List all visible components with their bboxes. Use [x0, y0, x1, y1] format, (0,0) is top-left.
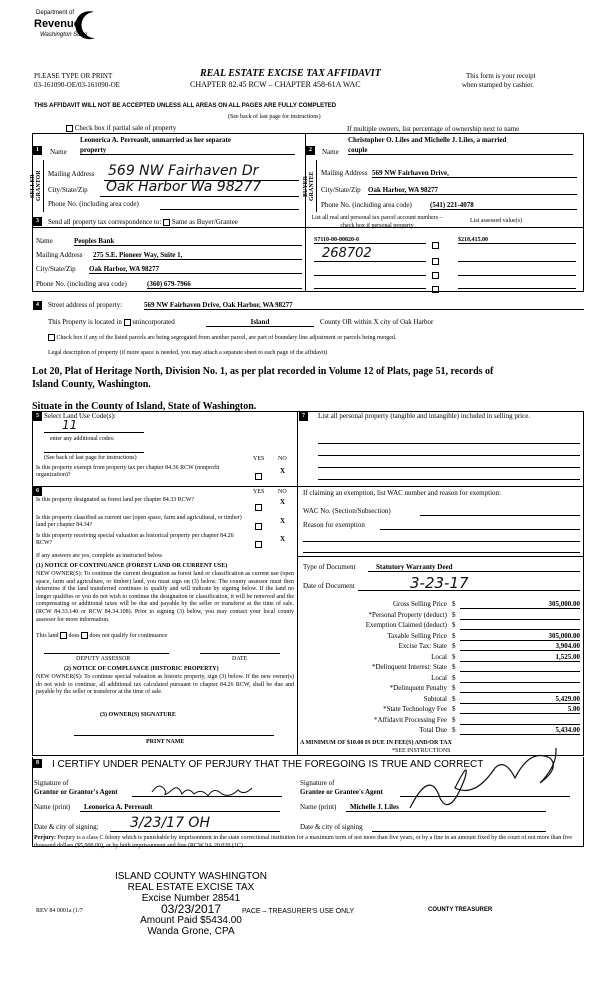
- segregated-checkbox[interactable]: [48, 334, 55, 341]
- totals-row: [300, 695, 584, 705]
- dollar-sign: $: [452, 621, 456, 629]
- totals-value[interactable]: [460, 684, 580, 693]
- seller-side-label: SELLER GRANTOR: [30, 170, 42, 202]
- section-7-number: 7: [299, 412, 308, 421]
- stamp-line-4: 03/23/2017: [160, 902, 222, 916]
- totals-value[interactable]: [460, 621, 580, 630]
- forest-yes-checkbox[interactable]: [255, 498, 262, 516]
- totals-row: [300, 632, 584, 642]
- totals-value[interactable]: [460, 611, 580, 620]
- same-as-buyer-checkbox[interactable]: [163, 219, 170, 226]
- grantor-signature-icon: [150, 780, 260, 798]
- segregated-label: Check box if any of the listed parcels are being segregated from another parcel, are part of boundary line adjustment or parcels being merged.: [56, 334, 397, 341]
- totals-label: Excise Tax: State: [398, 642, 447, 650]
- totals-row: [300, 642, 584, 652]
- multiple-owners-note: If multiple owners, list percentage of ownership next to name: [347, 125, 520, 133]
- s3-mailing-value[interactable]: 275 S.E. Pioneer Way, Suite 1,: [93, 251, 302, 260]
- buyer-city-label: City/State/Zip: [321, 186, 361, 194]
- stamp-line-1: ISLAND COUNTY WASHINGTON: [114, 871, 268, 882]
- partial-sale-checkbox[interactable]: [66, 125, 73, 132]
- assessed-1[interactable]: $218,415.00: [458, 237, 576, 244]
- grantee-name-value[interactable]: Michelle J. Liles: [346, 803, 546, 812]
- current-use-yes-checkbox[interactable]: [255, 517, 262, 535]
- totals-row: [300, 611, 584, 621]
- buyer-name-line2: couple: [348, 146, 573, 155]
- seller-mailing-value[interactable]: 569 NW Fairhaven Dr: [108, 163, 259, 179]
- totals-row: [300, 663, 584, 673]
- rev-code: REV 84 0001a (1/7: [36, 908, 83, 914]
- reason-label: Reason for exemption: [303, 521, 365, 529]
- treasurer-stamp: [96, 871, 286, 937]
- s3-phone-label: Phone No. (including area code): [36, 280, 127, 288]
- dollar-sign: $: [452, 642, 456, 650]
- form-title: REAL ESTATE EXCISE TAX AFFIDAVIT: [200, 68, 381, 79]
- does-not-checkbox[interactable]: [81, 632, 88, 639]
- totals-value[interactable]: 5,429.00: [460, 695, 580, 704]
- stamp-line-2: REAL ESTATE EXCISE TAX: [127, 882, 255, 893]
- legal-line-3: Situate in the County of Island, State of Washington.: [32, 401, 257, 412]
- unincorporated-label: unincorporated: [132, 318, 175, 326]
- grantor-date-value[interactable]: 3/23/17 OH: [130, 815, 210, 831]
- buyer-phone-label: Phone No. (including area code): [321, 201, 412, 209]
- perjury-text: Perjury is a class C felony which is punishable by imprisonment in the state correctional institution for a maximum term of not more than five years, or by a fine in an amount fixed by the court of not more than five thousand dollars ($5,000.00), or by both imprisonment and fine (RCW 9A.20.020 (1C).: [34, 835, 573, 849]
- seller-name-line2: property: [80, 146, 295, 155]
- county-treasurer: COUNTY TREASURER: [428, 907, 493, 913]
- totals-value[interactable]: 305,000.00: [460, 600, 580, 609]
- grantee-name-label: Name (print): [300, 803, 337, 811]
- parcel-header: List all real and personal tax parcel account numbers – check box if personal property: [311, 215, 443, 229]
- parcel-2[interactable]: 268702: [322, 246, 372, 261]
- this-land: [36, 632, 167, 639]
- dollar-sign: $: [452, 726, 456, 734]
- legal-line-1: Lot 20, Plat of Heritage North, Division No. 1, as per plat recorded in Volume 12 of Plats, page 51, records of: [32, 366, 494, 377]
- totals-row: [300, 726, 584, 736]
- buyer-mailing-label: Mailing Address: [321, 169, 368, 177]
- totals-row: [300, 621, 584, 631]
- totals-value[interactable]: 5,434.00: [460, 726, 580, 735]
- doc-date-value[interactable]: 3-23-17: [410, 574, 469, 592]
- totals-label: *Personal Property (deduct): [368, 610, 447, 619]
- historic-no-mark[interactable]: X: [280, 535, 286, 543]
- totals-value[interactable]: [460, 674, 580, 683]
- totals-label: Taxable Selling Price: [387, 631, 447, 640]
- doc-type-value[interactable]: Statutory Warranty Deed: [368, 563, 580, 572]
- section-3-number: 3: [33, 217, 42, 226]
- buyer-mailing-value[interactable]: 569 NW Fairhaven Drive,: [372, 169, 577, 178]
- if-yes-note: If any answers are yes, complete as instructed below.: [36, 553, 164, 559]
- totals-label: *State Technology Fee: [383, 705, 447, 713]
- historic-yes-checkbox[interactable]: [255, 535, 262, 553]
- grantor-name-label: Name (print): [34, 803, 71, 811]
- doc-date-label: Date of Document: [303, 582, 355, 590]
- send-label: Send all property tax correspondence to:: [48, 218, 162, 226]
- land-use-label: Select Land Use Code(s):: [44, 412, 116, 420]
- totals-label: Subtotal: [423, 694, 447, 703]
- seller-name-label: Name: [50, 148, 67, 156]
- forest-question: Is this property designated as forest land per chapter 84.33 RCW?: [36, 497, 195, 503]
- dollar-sign: $: [452, 673, 456, 682]
- grantee-sig-label-2: Grantee or Grantee's Agent: [300, 788, 383, 796]
- current-use-question: Is this property classified as current use (open space, farm and agricultural, or timber) land per chapter 84.34?: [36, 515, 242, 528]
- forest-no-mark[interactable]: X: [280, 498, 286, 506]
- certify-statement: I CERTIFY UNDER PENALTY OF PERJURY THAT THE FOREGOING IS TRUE AND CORRECT: [52, 759, 484, 770]
- grantor-sig-label-1: Signature of: [34, 779, 69, 787]
- s3-phone-value[interactable]: (360) 679-7966: [147, 280, 302, 289]
- seller-city-label: City/State/Zip: [48, 186, 88, 194]
- totals-row: [300, 674, 584, 684]
- totals-value[interactable]: 1,525.00: [460, 653, 580, 662]
- totals-row: [300, 705, 584, 715]
- dollar-sign: $: [452, 631, 456, 640]
- same-as-label: Same as Buyer/Grantee: [171, 218, 238, 226]
- totals-label: *Delinquent Interest: State: [371, 663, 447, 671]
- located-in: [48, 318, 175, 326]
- totals-row: [300, 684, 584, 694]
- legal-label: Legal description of property (if more space is needed, you may attach a separate sheet to each page of the affidavit): [48, 350, 328, 356]
- minimum-note: A MINIMUM OF $10.00 IS DUE IN FEE(S) AND/OR TAX: [300, 740, 452, 746]
- section-8-number: 8: [33, 759, 42, 768]
- notice-2-title: (2) NOTICE OF COMPLIANCE (HISTORIC PROPERTY): [64, 666, 219, 672]
- street-value[interactable]: 569 NW Fairhaven Drive, Oak Harbor, WA 98277: [144, 301, 584, 310]
- county-value[interactable]: Island: [206, 318, 314, 327]
- partial-sale[interactable]: [66, 124, 176, 132]
- segregated: [48, 334, 396, 341]
- doc-type-label: Type of Document: [303, 563, 356, 571]
- notice-1-body: NEW OWNER(S): To continue the current designation as forest land or classification as current use (open space, farm and agriculture, or timber) land, you must sign on (3) below. The county assessor must then determine if the land transferred continues to qualify and will indicate by signing below. If the land no longer qualifies or you do not wish to continue the designation or classification, it will be removed and the compensating or additional taxes will be due and payable by the seller or transferor at the time of sale. (RCW 84.33.140 or RCW 84.34.108). Prior to signing (3) below, you may contact your local county assessor for more information.: [36, 571, 294, 623]
- exempt-yes-checkbox[interactable]: [255, 467, 262, 485]
- seller-mailing-label: Mailing Address: [48, 170, 95, 178]
- unincorporated-checkbox[interactable]: [124, 319, 131, 326]
- section-5-number: 5: [33, 412, 42, 421]
- totals-value[interactable]: 5.00: [460, 705, 580, 714]
- buyer-phone-value[interactable]: (541) 221-4078: [430, 201, 577, 210]
- grantee-date-label: Date & city of signing: [300, 823, 363, 831]
- s3-name-value[interactable]: Peoples Bank: [74, 237, 302, 246]
- s5-yes-header: YES: [253, 456, 265, 462]
- perjury-note: [34, 835, 582, 850]
- assessed-header: List assessed value(s): [470, 218, 522, 224]
- warning-text: THIS AFFIDAVIT WILL NOT BE ACCEPTED UNLESS ALL AREAS ON ALL PAGES ARE FULLY COMPLETED: [34, 103, 337, 109]
- located-label: This Property is located in: [48, 318, 122, 326]
- current-use-no-mark[interactable]: X: [280, 517, 286, 525]
- this-land-label: This land: [36, 632, 59, 639]
- buyer-city-value[interactable]: Oak Harbor, WA 98277: [368, 186, 577, 195]
- exemption-label: If claiming an exemption, list WAC number and reason for exemption:: [303, 489, 501, 497]
- send-correspondence: [48, 218, 238, 226]
- totals-label: Exemption Claimed (deduct): [365, 621, 447, 629]
- stamp-line-5: Amount Paid $5434.00: [140, 915, 242, 926]
- historic-question: Is this property receiving special valuation as historical property per chapter 84.26 RCW?: [36, 533, 234, 546]
- totals-value[interactable]: 305,000.00: [460, 632, 580, 641]
- seller-phone-label: Phone No. (including area code): [48, 200, 139, 208]
- s6-no-header: NO: [278, 489, 287, 495]
- totals-label: *Delinquent Penalty: [389, 684, 447, 692]
- stamp-line-3: Excise Number 28541: [141, 893, 241, 904]
- parcel-4-checkbox[interactable]: [432, 280, 439, 298]
- exempt-no-mark[interactable]: X: [280, 467, 286, 475]
- totals-label: Total Due: [419, 726, 447, 734]
- grantor-name-value[interactable]: Leonorica A. Perreault: [80, 803, 280, 812]
- totals-label: Gross Selling Price: [392, 600, 447, 608]
- totals-value[interactable]: 3,904.00: [460, 642, 580, 651]
- dollar-sign: $: [452, 694, 456, 703]
- dollar-sign: $: [452, 684, 456, 692]
- revenue-logo: [34, 8, 108, 50]
- exempt-question: Is this property exempt from property tax per chapter 84.36 RCW (nonprofit organization)?: [36, 465, 220, 478]
- seller-city-value[interactable]: Oak Harbor Wa 98277: [106, 179, 262, 195]
- totals-label: *Affidavit Processing Fee: [374, 715, 447, 724]
- owner-signature-label: (3) OWNER(S) SIGNATURE: [100, 712, 176, 718]
- dollar-sign: $: [452, 705, 456, 713]
- form-codes: 03-161090-OE/03-161090-OE: [34, 81, 120, 89]
- totals-row: [300, 600, 584, 610]
- dollar-sign: $: [452, 610, 456, 619]
- does-not-label: does not qualify for continuance: [89, 632, 168, 639]
- dept-line2: Revenue: [34, 18, 80, 30]
- notice-2-body: NEW OWNER(S): To continue special valuation as historic property, sign (3) below. If the new owner(s) do not wish to continue, all additional tax calculated pursuant to chapter 84.26 RCW, shall be due and payable by the seller or transferor at the time of sale.: [36, 674, 294, 696]
- dollar-sign: $: [452, 600, 456, 608]
- dollar-sign: $: [452, 663, 456, 671]
- s6-yes-header: YES: [253, 489, 265, 495]
- legal-line-2: Island County, Washington.: [32, 379, 151, 390]
- grantor-signature[interactable]: [150, 780, 260, 803]
- receipt-note-2: when stamped by cashier.: [462, 81, 534, 89]
- section-4-number: 4: [33, 301, 42, 310]
- parcel-1[interactable]: S7110-00-00020-0: [314, 237, 426, 244]
- chapter-line: CHAPTER 82.45 RCW – CHAPTER 458-61A WAC: [190, 80, 361, 89]
- totals-label: Local: [431, 652, 447, 661]
- s5-see-back: (See back of last page for instructions): [44, 455, 137, 461]
- dollar-sign: $: [452, 715, 456, 724]
- totals-value[interactable]: [460, 716, 580, 725]
- buyer-name-line1: Christopher O. Liles and Michelle J. Liles, a married: [348, 136, 507, 144]
- buyer-side-label: BUYER GRANTEE: [303, 171, 315, 201]
- perjury-bold: Perjury:: [34, 835, 56, 841]
- land-use-value[interactable]: 11: [62, 418, 78, 432]
- personal-property-label: List all personal property (tangible and intangible) included in selling price.: [318, 412, 531, 420]
- dept-line3: Washington State: [40, 32, 88, 38]
- deputy-date: DATE: [232, 656, 248, 662]
- additional-codes-label: enter any additional codes:: [50, 436, 115, 442]
- s5-no-header: NO: [278, 456, 287, 462]
- stamp-line-6: Wanda Grone, CPA: [147, 926, 235, 937]
- totals-value[interactable]: [460, 663, 580, 672]
- grantor-sig-label-2: Grantor or Grantor's Agent: [34, 788, 118, 796]
- treasurer-use: PACE – TREASURER'S USE ONLY: [242, 908, 355, 915]
- s3-name-label: Name: [36, 237, 53, 245]
- please-type: PLEASE TYPE OR PRINT: [34, 72, 113, 80]
- does-checkbox[interactable]: [60, 632, 67, 639]
- notice-1-title: (1) NOTICE OF CONTINUANCE (FOREST LAND OR CURRENT USE): [36, 563, 228, 569]
- print-name-label: PRINT NAME: [146, 739, 185, 745]
- receipt-note-1: This form is your receipt: [466, 72, 536, 80]
- grantee-sig-label-1: Signature of: [300, 779, 335, 787]
- buyer-name-label: Name: [322, 148, 339, 156]
- section-1-number: 1: [33, 146, 42, 155]
- street-label: Street address of property:: [48, 301, 123, 309]
- grantor-date-label: Date & city of signing:: [34, 823, 99, 831]
- see-instructions: *SEE INSTRUCTIONS: [392, 748, 451, 754]
- seller-name-line1: Leonorica A. Perreault, unmarried as her separate: [80, 136, 231, 144]
- deputy-assessor: DEPUTY ASSESSOR: [76, 656, 131, 662]
- wac-label: WAC No. (Section/Subsection): [303, 507, 391, 515]
- see-back: (See back of last page for instructions): [228, 114, 321, 120]
- section-2-number: 2: [306, 146, 315, 155]
- s3-mailing-label: Mailing Address: [36, 251, 83, 259]
- partial-sale-label: Check box if partial sale of property: [74, 124, 177, 132]
- does-label: does: [68, 632, 80, 639]
- dollar-sign: $: [452, 652, 456, 661]
- section-6-number: 6: [33, 487, 42, 496]
- dept-line1: Department of: [36, 10, 75, 16]
- county-or-city: County OR within X city of Oak Harbor: [320, 318, 434, 326]
- totals-label: Local: [431, 673, 447, 682]
- totals-row: [300, 716, 584, 726]
- s3-city-value[interactable]: Oak Harbor, WA 98277: [89, 265, 302, 274]
- totals-row: [300, 653, 584, 663]
- s3-city-label: City/State/Zip: [36, 265, 76, 273]
